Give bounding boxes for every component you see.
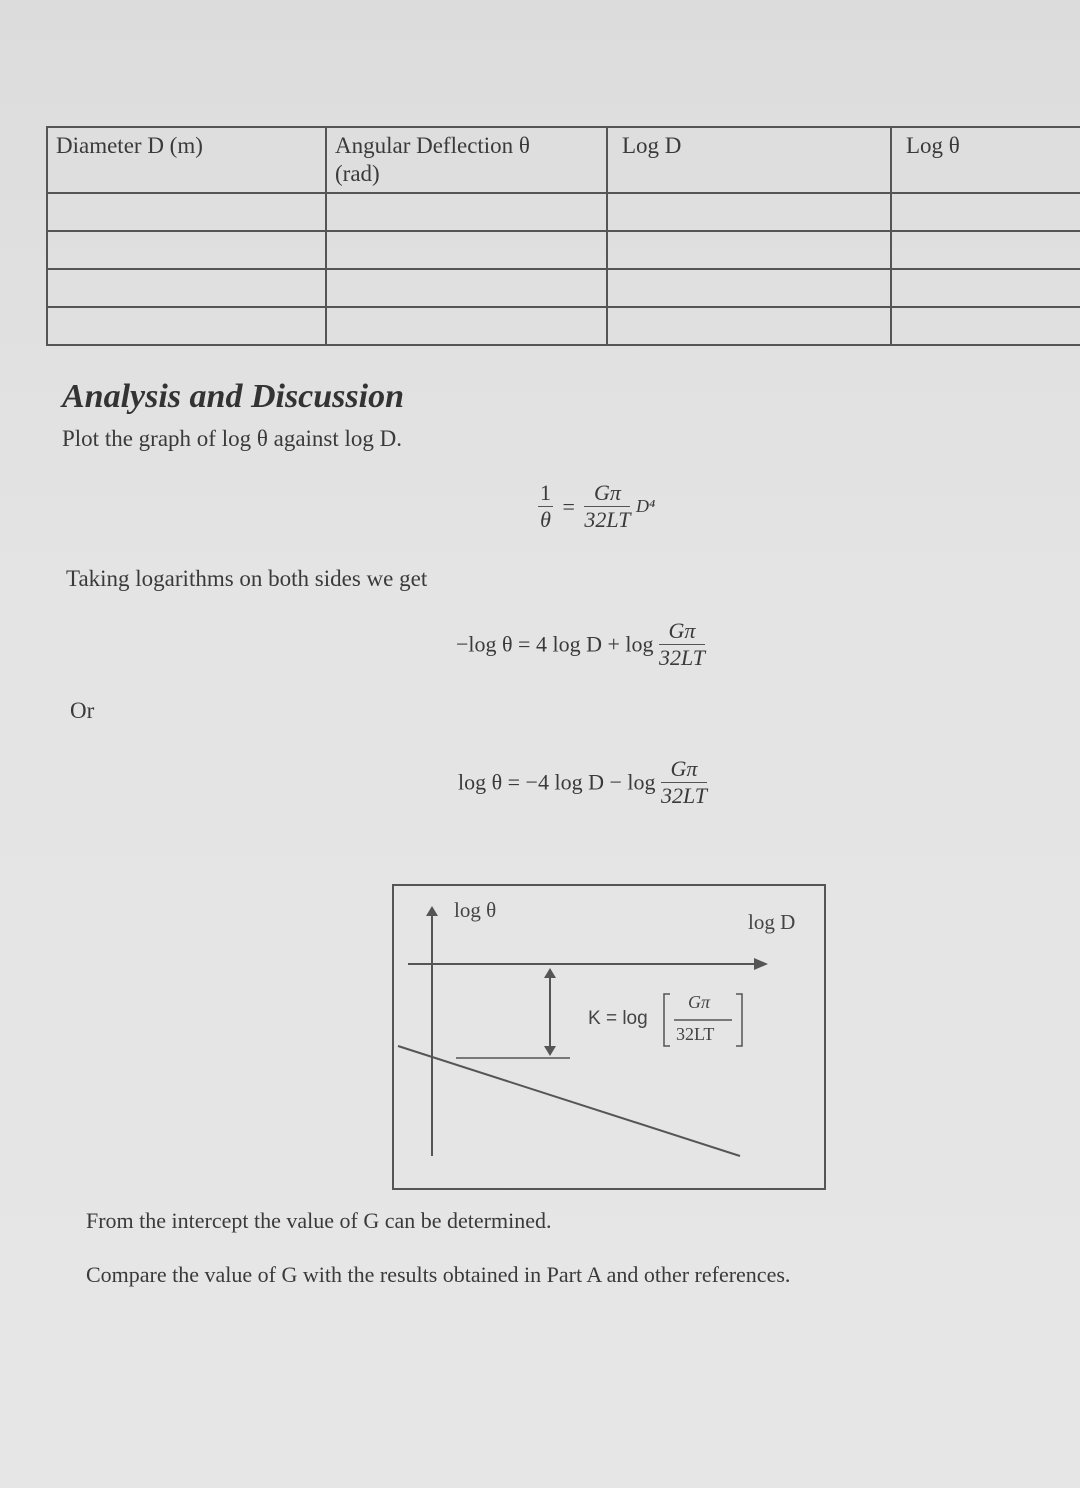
eq1-power: D⁴ <box>635 496 656 516</box>
eq2-fraction <box>659 618 705 671</box>
table-header-row <box>47 127 1080 193</box>
equation-2 <box>456 618 705 671</box>
plot-instruction: Plot the graph of log θ against log D. <box>62 426 403 451</box>
header-angular-deflection: Angular Deflection θ (rad) <box>326 127 607 193</box>
eq2-numerator: Gπ <box>659 618 705 645</box>
table-cell <box>47 193 326 231</box>
k-arrow-up-icon <box>544 968 556 978</box>
data-table <box>46 126 1080 346</box>
table-cell <box>891 307 1080 345</box>
x-axis-arrowhead <box>754 958 768 970</box>
header-log-theta: Log θ <box>891 127 1080 193</box>
eq1-rhs-denominator: 32LT <box>584 507 631 532</box>
k-arrow-down-icon <box>544 1046 556 1056</box>
table-cell <box>607 231 891 269</box>
table-row <box>47 307 1080 345</box>
footer-intercept-text: From the intercept the value of G can be determined. <box>86 1208 552 1233</box>
table-row <box>47 269 1080 307</box>
table-cell <box>326 269 607 307</box>
eq3-denominator: 32LT <box>660 783 708 808</box>
eq3-fraction <box>661 756 707 809</box>
section-title: Analysis and Discussion <box>62 378 404 415</box>
eq3-numerator: Gπ <box>661 756 707 783</box>
eq1-rhs-fraction <box>584 480 630 533</box>
graph-diagram <box>392 884 826 1190</box>
table-cell <box>47 307 326 345</box>
equation-3 <box>458 756 707 809</box>
regression-line <box>398 1046 740 1156</box>
table-cell <box>607 307 891 345</box>
table-row <box>47 231 1080 269</box>
k-denominator: 32LT <box>676 1024 715 1044</box>
eq1-equals: = <box>562 493 575 519</box>
k-label: K = log <box>588 1008 648 1029</box>
x-axis-label: log D <box>748 910 796 934</box>
or-text: Or <box>70 698 95 723</box>
table-cell <box>607 269 891 307</box>
table-cell <box>47 269 326 307</box>
y-axis-label: log θ <box>454 898 497 922</box>
table-cell <box>891 193 1080 231</box>
y-axis-arrowhead <box>426 906 438 916</box>
table-row <box>47 193 1080 231</box>
table-cell <box>326 307 607 345</box>
table-cell <box>607 193 891 231</box>
eq1-lhs-fraction <box>538 480 553 533</box>
table-cell <box>891 269 1080 307</box>
k-numerator: Gπ <box>688 992 711 1012</box>
table-cell <box>891 231 1080 269</box>
footer-compare-text: Compare the value of G with the results obtained in Part A and other references. <box>86 1262 791 1287</box>
header-log-d: Log D <box>607 127 891 193</box>
equation-1 <box>538 480 655 533</box>
k-left-bracket <box>664 994 670 1046</box>
eq1-lhs-denominator: θ <box>540 507 551 532</box>
table-cell <box>326 193 607 231</box>
eq2-lhs: −log θ = 4 log D + log <box>456 631 654 657</box>
header-diameter: Diameter D (m) <box>47 127 326 193</box>
k-right-bracket <box>736 994 742 1046</box>
eq2-denominator: 32LT <box>658 645 706 670</box>
eq1-rhs-numerator: Gπ <box>584 480 630 507</box>
table-cell <box>326 231 607 269</box>
eq1-lhs-numerator: 1 <box>540 480 551 505</box>
table-cell <box>47 231 326 269</box>
eq3-lhs: log θ = −4 log D − log <box>458 769 656 795</box>
taking-logarithms-text: Taking logarithms on both sides we get <box>66 566 428 591</box>
